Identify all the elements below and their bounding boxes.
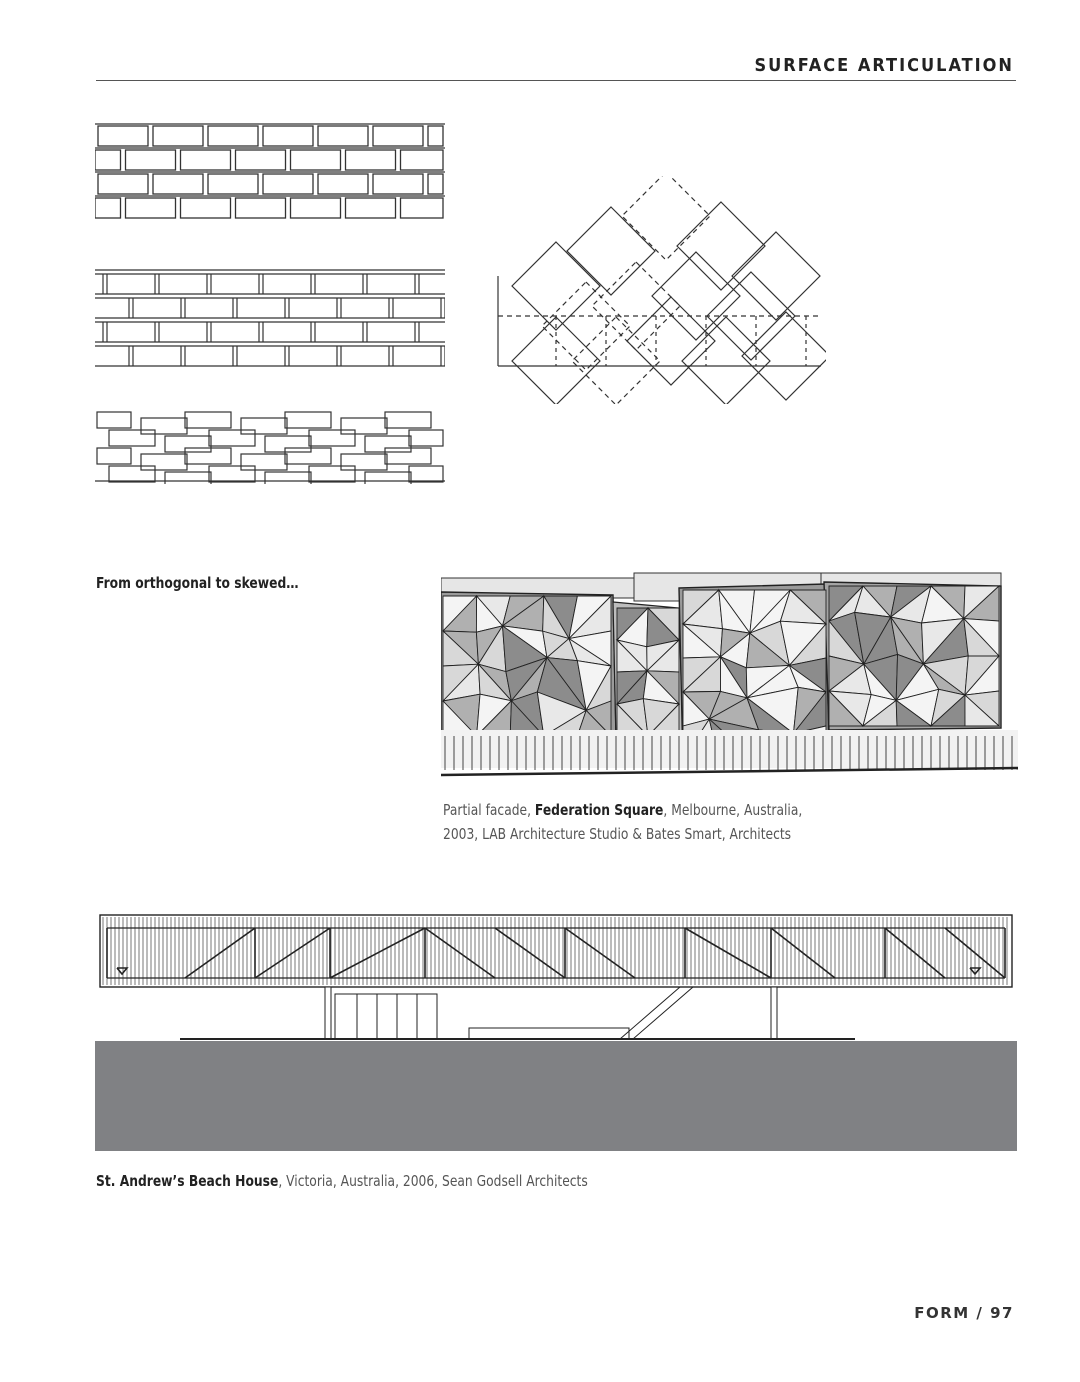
brick-pattern-staggered bbox=[95, 408, 445, 484]
diamond-tile-elevation-drawing bbox=[496, 176, 826, 404]
brick-pattern-running-bond bbox=[95, 122, 445, 222]
beach-house-caption-credit: , Victoria, Australia, 2006, Sean Godsell Architects bbox=[278, 1172, 588, 1190]
federation-square-facade-drawing bbox=[441, 570, 1018, 780]
beach-house-caption bbox=[96, 1169, 588, 1193]
federation-caption-pre: Partial facade, bbox=[443, 801, 535, 819]
beach-house-elevation-drawing bbox=[95, 910, 1017, 1152]
federation-caption-post: , Melbourne, Australia, bbox=[663, 801, 803, 819]
running-head: SURFACE ARTICULATION bbox=[754, 55, 1014, 76]
beach-house-caption-title: St. Andrew’s Beach House bbox=[96, 1172, 279, 1190]
brick-pattern-double-line bbox=[95, 268, 445, 368]
header-rule bbox=[96, 80, 1016, 81]
page-folio: FORM / 97 bbox=[914, 1304, 1014, 1322]
federation-caption bbox=[443, 798, 802, 846]
subheading: From orthogonal to skewed… bbox=[96, 574, 299, 592]
federation-caption-title: Federation Square bbox=[534, 801, 664, 819]
federation-caption-credit: 2003, LAB Architecture Studio & Bates Smart, Architects bbox=[443, 825, 792, 843]
